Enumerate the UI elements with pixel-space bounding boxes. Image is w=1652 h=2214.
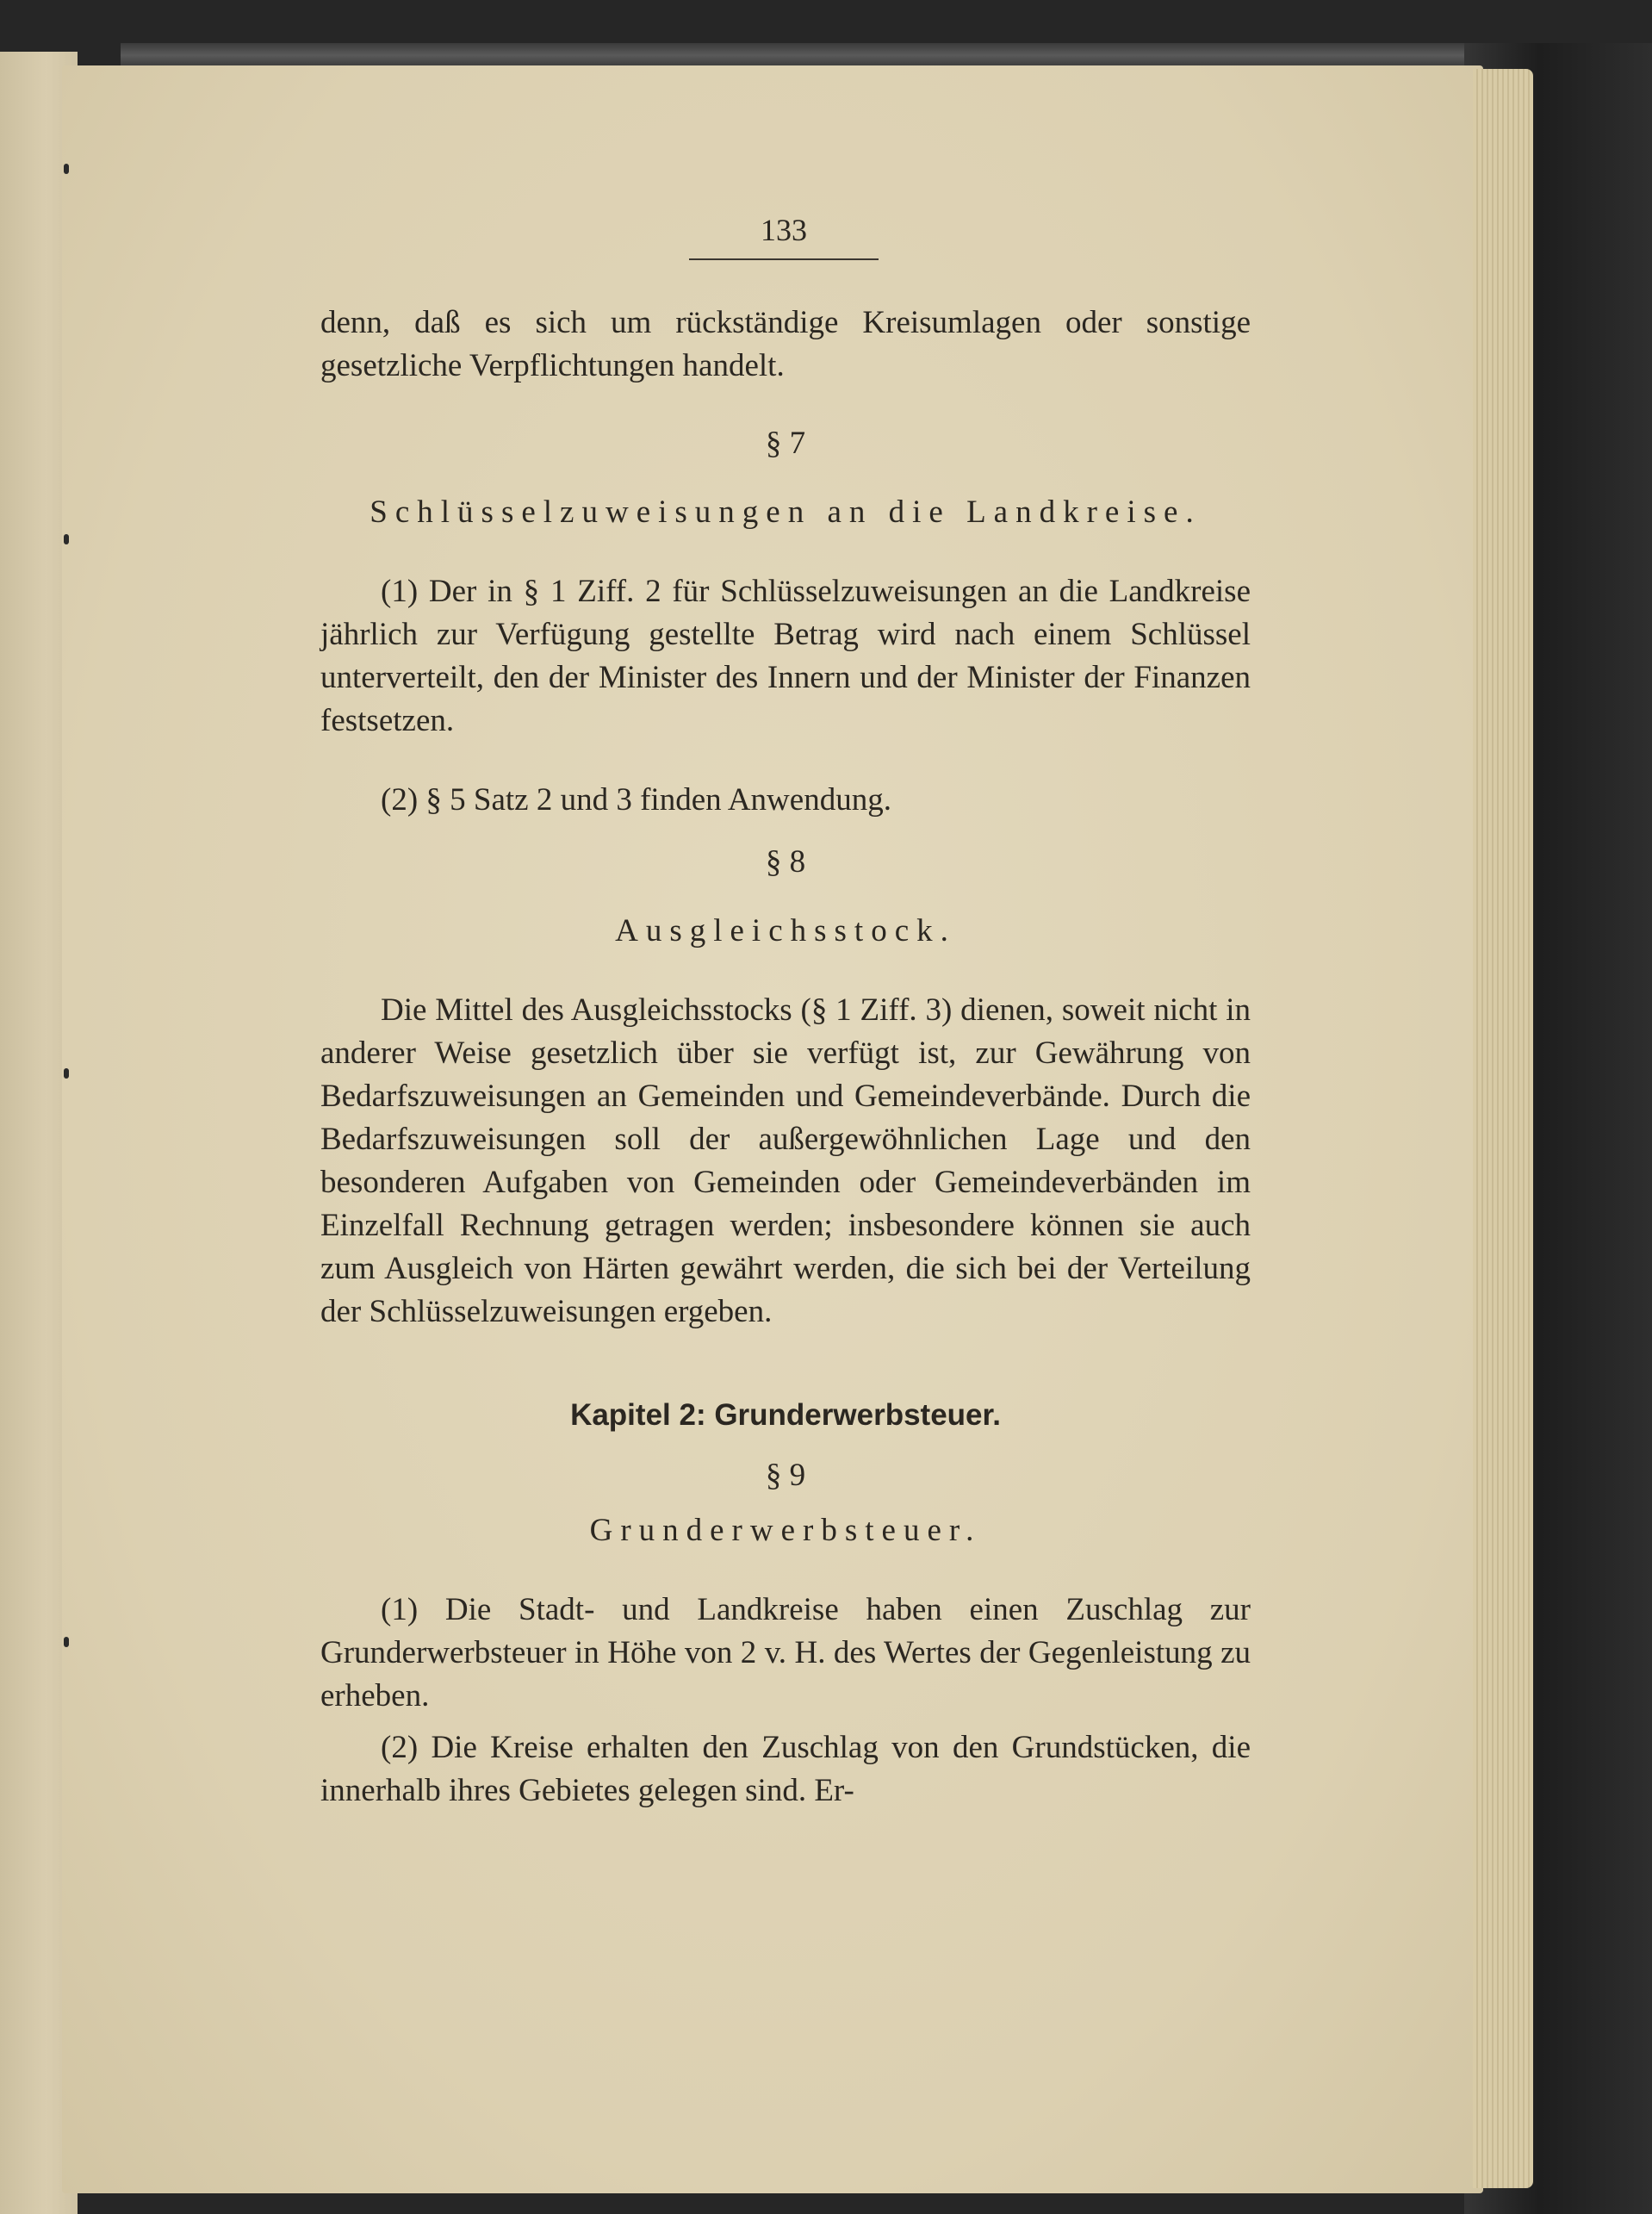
page-edges-stack: [1473, 69, 1533, 2188]
margin-speck: [64, 534, 69, 544]
section-9-title: Grunderwerbsteuer.: [589, 1513, 982, 1548]
section-9-paragraph-1: (1) Die Stadt- und Landkreise haben einen Zuschlag zur Grunderwerbsteuer in Höhe von 2 v. H. des Wertes der Gegenleistung zu erheben.: [320, 1592, 1251, 1713]
intro-paragraph: denn, daß es sich um rückständige Kreisumlagen oder sonstige gesetzliche Verpflichtungen handelt.: [320, 305, 1251, 383]
section-8-title: Ausgleichsstock.: [615, 913, 956, 948]
section-8-number: § 8: [765, 844, 806, 880]
page-number: 133: [761, 213, 807, 247]
section-7-paragraph-2: (2) § 5 Satz 2 und 3 finden Anwendung.: [381, 782, 891, 818]
margin-speck: [64, 1637, 69, 1647]
chapter-title: Kapitel 2: Grunderwerbsteuer.: [570, 1398, 1001, 1432]
margin-speck: [64, 164, 69, 174]
page-number-block: [689, 212, 879, 250]
section-9-number: § 9: [765, 1458, 806, 1493]
section-7-title: Schlüsselzuweisungen an die Landkreise.: [370, 494, 1202, 530]
section-8-paragraph-1: Die Mittel des Ausgleichsstocks (§ 1 Ziff. 3) dienen, soweit nicht in anderer Weise gesetzlich über sie verfügt ist, zur Gewährung von Bedarfszuweisungen an Gemeinden und Gemeindeverbände. Durch die Bedarfszuweisungen soll der außergewöhnlichen Lage und den besonderen Aufgaben von Gemeinden oder Gemeindeverbänden im Einzelfall Rechnung getragen werden; insbesondere können sie auch zum Ausgleich von Härten gewährt werden, die sich bei der Verteilung der Schlüsselzuweisungen ergeben.: [320, 992, 1251, 1329]
margin-speck: [64, 1068, 69, 1079]
section-9-paragraph-2: (2) Die Kreise erhalten den Zuschlag von den Grundstücken, die innerhalb ihres Gebietes gelegen sind. Er-: [320, 1730, 1251, 1808]
header-rule: [689, 258, 879, 260]
section-7-number: § 7: [765, 426, 806, 461]
section-7-paragraph-1: (1) Der in § 1 Ziff. 2 für Schlüsselzuweisungen an die Landkreise jährlich zur Verfügung gestellte Betrag wird nach einem Schlüssel unterverteilt, den der Minister des Innern und der Minister der Finanzen festsetzen.: [320, 574, 1251, 738]
page-body: [320, 302, 1251, 1813]
book-binding-top: [121, 43, 1585, 67]
